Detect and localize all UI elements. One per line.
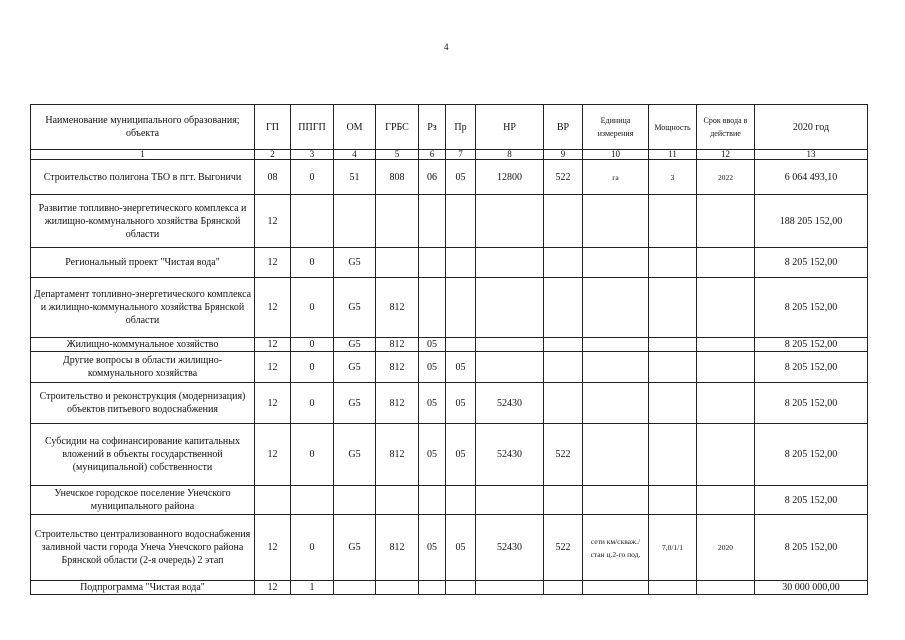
column-number: 3: [291, 150, 334, 160]
unit-cell: сети км/скваж./стан ц.2-го под.: [583, 515, 649, 581]
commissioning-cell: [697, 278, 755, 338]
nr-cell: 52430: [476, 515, 544, 581]
om-cell: [334, 195, 376, 248]
capacity-cell: 3: [649, 160, 697, 195]
rz-cell: 06: [419, 160, 446, 195]
column-header: Единица измерения: [583, 105, 649, 150]
unit-cell: [583, 352, 649, 383]
nr-cell: [476, 248, 544, 278]
pr-cell: 05: [446, 424, 476, 486]
rz-cell: 05: [419, 383, 446, 424]
om-cell: G5: [334, 338, 376, 352]
column-number: 7: [446, 150, 476, 160]
rz-cell: [419, 486, 446, 515]
pr-cell: [446, 248, 476, 278]
vr-cell: [544, 486, 583, 515]
nr-cell: [476, 195, 544, 248]
column-header: 2020 год: [755, 105, 868, 150]
commissioning-cell: [697, 248, 755, 278]
rz-cell: 05: [419, 352, 446, 383]
column-number: 6: [419, 150, 446, 160]
column-header: Рз: [419, 105, 446, 150]
gp-cell: 12: [255, 383, 291, 424]
capacity-cell: [649, 581, 697, 595]
object-name-cell: Департамент топливно-энергетического комплекса и жилищно-коммунального хозяйства Брянской области: [31, 278, 255, 338]
pr-cell: [446, 195, 476, 248]
grbs-cell: 812: [376, 278, 419, 338]
amount-cell: 6 064 493,10: [755, 160, 868, 195]
om-cell: G5: [334, 424, 376, 486]
ppgp-cell: [291, 195, 334, 248]
vr-cell: [544, 248, 583, 278]
gp-cell: 12: [255, 278, 291, 338]
pr-cell: 05: [446, 515, 476, 581]
rz-cell: 05: [419, 338, 446, 352]
grbs-cell: [376, 486, 419, 515]
ppgp-cell: 0: [291, 383, 334, 424]
amount-cell: 30 000 000,00: [755, 581, 868, 595]
object-name-cell: Жилищно-коммунальное хозяйство: [31, 338, 255, 352]
grbs-cell: 812: [376, 515, 419, 581]
capacity-cell: [649, 486, 697, 515]
grbs-cell: 812: [376, 338, 419, 352]
vr-cell: [544, 338, 583, 352]
nr-cell: 12800: [476, 160, 544, 195]
commissioning-cell: 2022: [697, 160, 755, 195]
grbs-cell: [376, 195, 419, 248]
amount-cell: 8 205 152,00: [755, 515, 868, 581]
amount-cell: 8 205 152,00: [755, 338, 868, 352]
vr-cell: 522: [544, 424, 583, 486]
gp-cell: 12: [255, 195, 291, 248]
page-number: 4: [444, 42, 449, 52]
table-row: [31, 248, 868, 278]
vr-cell: [544, 278, 583, 338]
grbs-cell: 812: [376, 352, 419, 383]
grbs-cell: 812: [376, 383, 419, 424]
grbs-cell: 808: [376, 160, 419, 195]
ppgp-cell: 1: [291, 581, 334, 595]
om-cell: [334, 486, 376, 515]
column-header: Мощность: [649, 105, 697, 150]
om-cell: G5: [334, 383, 376, 424]
gp-cell: 12: [255, 424, 291, 486]
amount-cell: 8 205 152,00: [755, 383, 868, 424]
commissioning-cell: 2020: [697, 515, 755, 581]
commissioning-cell: [697, 383, 755, 424]
om-cell: G5: [334, 352, 376, 383]
commissioning-cell: [697, 338, 755, 352]
ppgp-cell: 0: [291, 424, 334, 486]
amount-cell: 8 205 152,00: [755, 486, 868, 515]
amount-cell: 8 205 152,00: [755, 352, 868, 383]
column-header: ГП: [255, 105, 291, 150]
nr-cell: [476, 352, 544, 383]
pr-cell: 05: [446, 352, 476, 383]
grbs-cell: 812: [376, 424, 419, 486]
object-name-cell: Субсидии на софинансирование капитальных вложений в объекты государственной (муниципальной) собственности: [31, 424, 255, 486]
nr-cell: 52430: [476, 383, 544, 424]
unit-cell: га: [583, 160, 649, 195]
capacity-cell: [649, 352, 697, 383]
om-cell: G5: [334, 248, 376, 278]
nr-cell: [476, 581, 544, 595]
capacity-cell: [649, 383, 697, 424]
table-row: [31, 195, 868, 248]
commissioning-cell: [697, 424, 755, 486]
capacity-cell: [649, 248, 697, 278]
vr-cell: [544, 352, 583, 383]
amount-cell: 8 205 152,00: [755, 248, 868, 278]
unit-cell: [583, 278, 649, 338]
unit-cell: [583, 248, 649, 278]
unit-cell: [583, 338, 649, 352]
object-name-cell: Подпрограмма "Чистая вода": [31, 581, 255, 595]
object-name-cell: Строительство и реконструкция (модернизация) объектов питьевого водоснабжения: [31, 383, 255, 424]
rz-cell: [419, 581, 446, 595]
table-row: [31, 160, 868, 195]
om-cell: [334, 581, 376, 595]
column-number: 12: [697, 150, 755, 160]
capacity-cell: [649, 278, 697, 338]
commissioning-cell: [697, 352, 755, 383]
column-header: ГРБС: [376, 105, 419, 150]
column-number: 11: [649, 150, 697, 160]
vr-cell: [544, 383, 583, 424]
om-cell: G5: [334, 515, 376, 581]
table-row: [31, 352, 868, 383]
pr-cell: [446, 278, 476, 338]
ppgp-cell: 0: [291, 352, 334, 383]
table-row: [31, 424, 868, 486]
commissioning-cell: [697, 486, 755, 515]
column-number: 10: [583, 150, 649, 160]
ppgp-cell: [291, 486, 334, 515]
amount-cell: 188 205 152,00: [755, 195, 868, 248]
nr-cell: [476, 338, 544, 352]
unit-cell: [583, 486, 649, 515]
rz-cell: [419, 278, 446, 338]
gp-cell: [255, 486, 291, 515]
unit-cell: [583, 195, 649, 248]
column-number: 8: [476, 150, 544, 160]
gp-cell: 12: [255, 581, 291, 595]
pr-cell: [446, 486, 476, 515]
column-number: 9: [544, 150, 583, 160]
grbs-cell: [376, 248, 419, 278]
ppgp-cell: 0: [291, 160, 334, 195]
rz-cell: 05: [419, 515, 446, 581]
unit-cell: [583, 424, 649, 486]
column-number: 13: [755, 150, 868, 160]
capacity-cell: 7,0/1/1: [649, 515, 697, 581]
column-number: 5: [376, 150, 419, 160]
column-number: 1: [31, 150, 255, 160]
object-name-cell: Другие вопросы в области жилищно-коммунального хозяйства: [31, 352, 255, 383]
om-cell: G5: [334, 278, 376, 338]
table-row: [31, 278, 868, 338]
vr-cell: 522: [544, 515, 583, 581]
rz-cell: [419, 195, 446, 248]
pr-cell: 05: [446, 383, 476, 424]
object-name-cell: Унечское городское поселение Унечского муниципального района: [31, 486, 255, 515]
table-row: [31, 581, 868, 595]
gp-cell: 08: [255, 160, 291, 195]
column-header: Наименование муниципального образования; объекта: [31, 105, 255, 150]
ppgp-cell: 0: [291, 278, 334, 338]
commissioning-cell: [697, 195, 755, 248]
gp-cell: 12: [255, 515, 291, 581]
amount-cell: 8 205 152,00: [755, 424, 868, 486]
rz-cell: 05: [419, 424, 446, 486]
capacity-cell: [649, 424, 697, 486]
ppgp-cell: 0: [291, 248, 334, 278]
column-header: НР: [476, 105, 544, 150]
object-name-cell: Строительство полигона ТБО в пгт. Выгоничи: [31, 160, 255, 195]
unit-cell: [583, 581, 649, 595]
table-row: [31, 486, 868, 515]
vr-cell: [544, 195, 583, 248]
object-name-cell: Региональный проект "Чистая вода": [31, 248, 255, 278]
amount-cell: 8 205 152,00: [755, 278, 868, 338]
pr-cell: [446, 338, 476, 352]
column-header: ВР: [544, 105, 583, 150]
vr-cell: 522: [544, 160, 583, 195]
column-header: ОМ: [334, 105, 376, 150]
capacity-cell: [649, 195, 697, 248]
om-cell: 51: [334, 160, 376, 195]
capacity-cell: [649, 338, 697, 352]
grbs-cell: [376, 581, 419, 595]
object-name-cell: Строительство централизованного водоснабжения заливной части города Унеча Унечского района Брянской области (2-я очередь) 2 этап: [31, 515, 255, 581]
column-number: 4: [334, 150, 376, 160]
table-row: [31, 383, 868, 424]
column-header: ППГП: [291, 105, 334, 150]
gp-cell: 12: [255, 352, 291, 383]
nr-cell: 52430: [476, 424, 544, 486]
column-header: Срок ввода в действие: [697, 105, 755, 150]
budget-table: [30, 104, 868, 595]
column-header: Пр: [446, 105, 476, 150]
column-number-row: [31, 150, 868, 160]
unit-cell: [583, 383, 649, 424]
object-name-cell: Развитие топливно-энергетического комплекса и жилищно-коммунального хозяйства Брянской области: [31, 195, 255, 248]
rz-cell: [419, 248, 446, 278]
header-row: [31, 105, 868, 150]
nr-cell: [476, 486, 544, 515]
ppgp-cell: 0: [291, 515, 334, 581]
pr-cell: [446, 581, 476, 595]
pr-cell: 05: [446, 160, 476, 195]
vr-cell: [544, 581, 583, 595]
commissioning-cell: [697, 581, 755, 595]
column-number: 2: [255, 150, 291, 160]
nr-cell: [476, 278, 544, 338]
table-row: [31, 338, 868, 352]
ppgp-cell: 0: [291, 338, 334, 352]
gp-cell: 12: [255, 248, 291, 278]
gp-cell: 12: [255, 338, 291, 352]
table-row: [31, 515, 868, 581]
